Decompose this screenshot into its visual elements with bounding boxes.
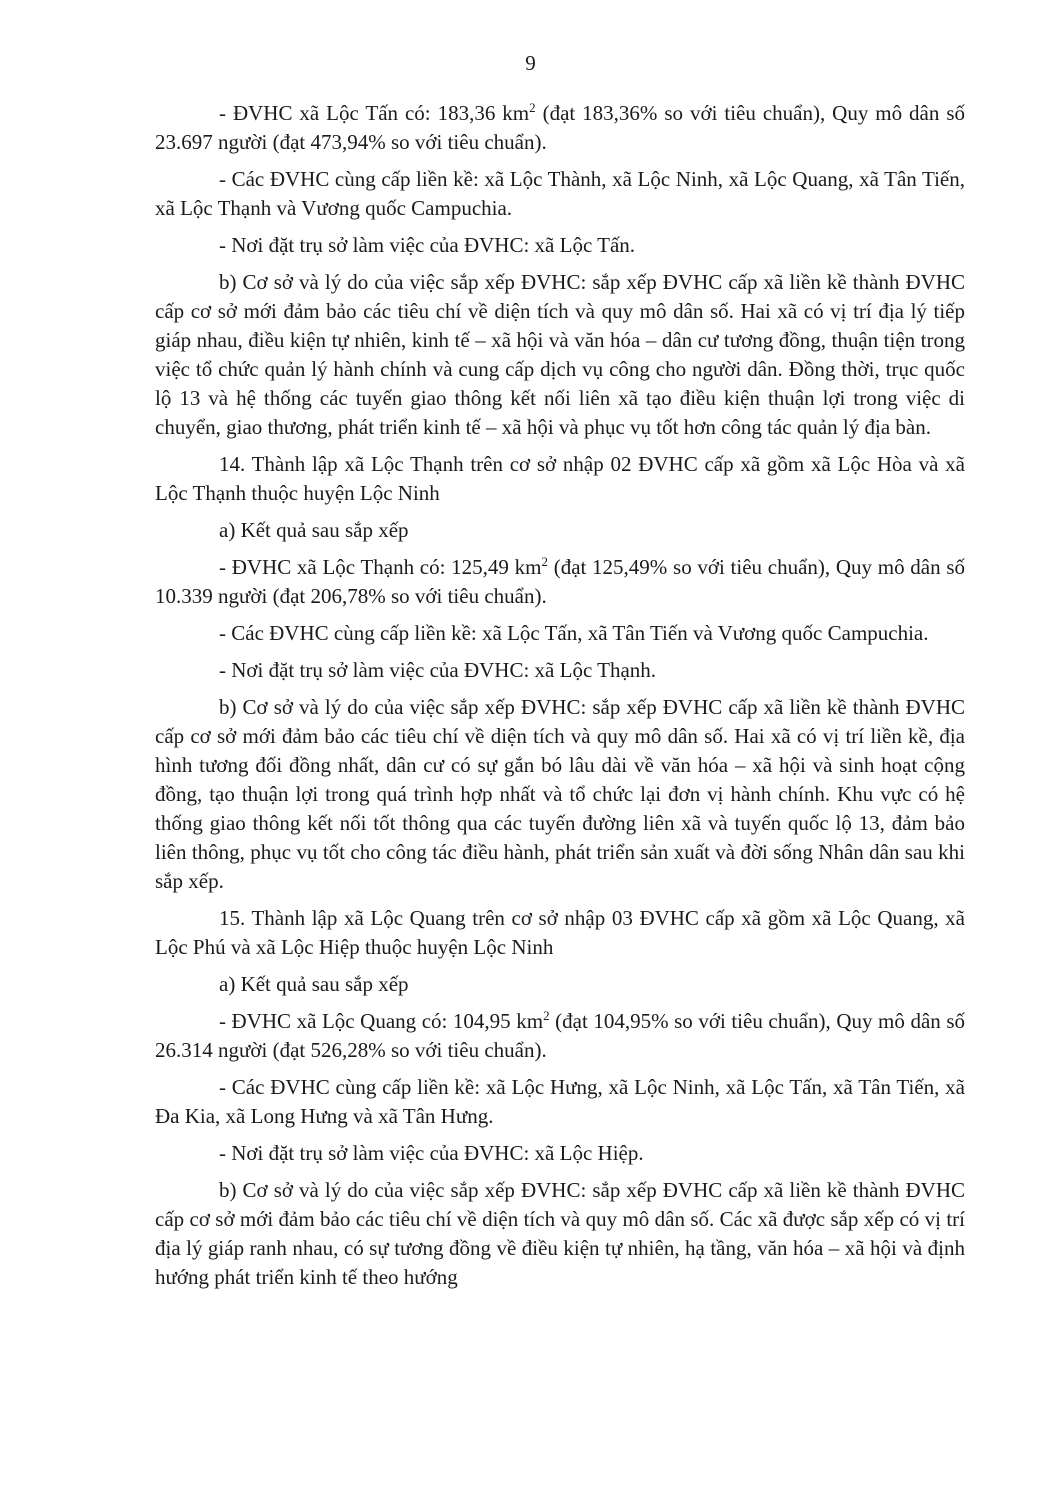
paragraph: - Các ĐVHC cùng cấp liền kề: xã Lộc Hưng, xã Lộc Ninh, xã Lộc Tấn, xã Tân Tiến, xã Đa Kia, xã Long Hưng và xã Tân Hưng. bbox=[155, 1075, 965, 1128]
paragraph: b) Cơ sở và lý do của việc sắp xếp ĐVHC: sắp xếp ĐVHC cấp xã liền kề thành ĐVHC cấp cơ sở mới đảm bảo các tiêu chí về diện tích và quy mô dân số. Hai xã có vị trí liền kề, địa hình tương đối đồng nhất, dân cư có sự gắn bó lâu dài về văn hóa – xã hội và sinh hoạt cộng đồng, tạo thuận lợi trong quá trình hợp nhất và tổ chức lại đơn vị hành chính. Khu vực có hệ thống giao thông kết nối tốt thông qua các tuyến đường liên xã và tuyến quốc lộ 13, đảm bảo liên thông, phục vụ tốt cho công tác điều hành, phát triển sản xuất và đời sống Nhân dân sau khi sắp xếp. bbox=[155, 695, 965, 893]
page-number: 9 bbox=[525, 51, 536, 75]
document-body bbox=[155, 99, 965, 1300]
paragraph: b) Cơ sở và lý do của việc sắp xếp ĐVHC: sắp xếp ĐVHC cấp xã liền kề thành ĐVHC cấp cơ sở mới đảm bảo các tiêu chí về diện tích và quy mô dân số. Các xã được sắp xếp có vị trí địa lý giáp ranh nhau, có sự tương đồng về điều kiện tự nhiên, hạ tầng, văn hóa – xã hội và định hướng phát triển kinh tế theo hướng bbox=[155, 1178, 965, 1289]
section-heading: 14. Thành lập xã Lộc Thạnh trên cơ sở nhập 02 ĐVHC cấp xã gồm xã Lộc Hòa và xã Lộc Thạnh thuộc huyện Lộc Ninh bbox=[155, 452, 965, 505]
subsection-heading: a) Kết quả sau sắp xếp bbox=[219, 972, 409, 996]
paragraph: - Nơi đặt trụ sở làm việc của ĐVHC: xã Lộc Tấn. bbox=[219, 233, 636, 257]
paragraph: - Các ĐVHC cùng cấp liền kề: xã Lộc Tấn, xã Tân Tiến và Vương quốc Campuchia. bbox=[219, 621, 929, 645]
paragraph: - Nơi đặt trụ sở làm việc của ĐVHC: xã Lộc Thạnh. bbox=[219, 658, 657, 682]
subsection-heading: a) Kết quả sau sắp xếp bbox=[219, 518, 409, 542]
section-heading: 15. Thành lập xã Lộc Quang trên cơ sở nhập 03 ĐVHC cấp xã gồm xã Lộc Quang, xã Lộc Phú và xã Lộc Hiệp thuộc huyện Lộc Ninh bbox=[155, 906, 965, 959]
paragraph: - Nơi đặt trụ sở làm việc của ĐVHC: xã Lộc Hiệp. bbox=[219, 1141, 644, 1165]
paragraph: b) Cơ sở và lý do của việc sắp xếp ĐVHC: sắp xếp ĐVHC cấp xã liền kề thành ĐVHC cấp cơ sở mới đảm bảo các tiêu chí về diện tích và quy mô dân số. Hai xã có vị trí địa lý tiếp giáp nhau, điều kiện tự nhiên, kinh tế – xã hội và văn hóa – dân cư tương đồng, thuận tiện trong việc tổ chức quản lý hành chính và cung cấp dịch vụ công cho người dân. Đồng thời, trục quốc lộ 13 và hệ thống các tuyến giao thông kết nối liên xã tạo điều kiện thuận lợi trong việc di chuyển, giao thương, phát triển kinh tế – xã hội và phục vụ tốt hơn công tác quản lý địa bàn. bbox=[155, 270, 965, 439]
paragraph: - ĐVHC xã Lộc Quang có: 104,95 $km^2$ (đạt 104,95% so với tiêu chuẩn), Quy mô dân số 26.314 người (đạt 526,28% so với tiêu chuẩn). bbox=[155, 1008, 965, 1062]
paragraph: - ĐVHC xã Lộc Tấn có: 183,36 $km^2$ (đạt 183,36% so với tiêu chuẩn), Quy mô dân số 23.697 người (đạt 473,94% so với tiêu chuẩn). bbox=[155, 100, 965, 154]
paragraph: - Các ĐVHC cùng cấp liền kề: xã Lộc Thành, xã Lộc Ninh, xã Lộc Quang, xã Tân Tiến, xã Lộc Thạnh và Vương quốc Campuchia. bbox=[155, 167, 965, 220]
paragraph: - ĐVHC xã Lộc Thạnh có: 125,49 $km^2$ (đạt 125,49% so với tiêu chuẩn), Quy mô dân số 10.339 người (đạt 206,78% so với tiêu chuẩn). bbox=[155, 554, 965, 608]
